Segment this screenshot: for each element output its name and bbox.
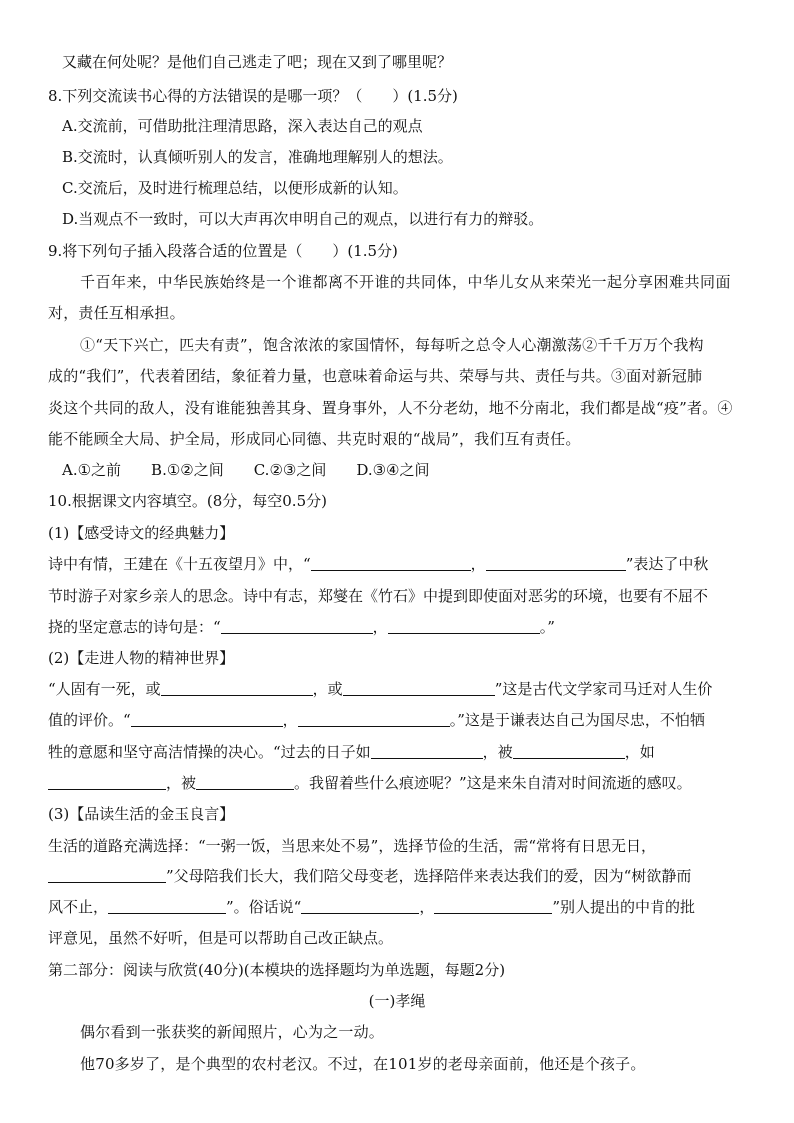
text-segment: ， [372, 618, 388, 636]
answer-blank[interactable] [486, 556, 626, 571]
text-segment: 。”这是于谦表达自己为国尽忠，不怕牺 [449, 711, 705, 729]
fill-line [48, 710, 750, 730]
text-segment: ”别人提出的中肯的批 [552, 898, 696, 916]
text-segment: ，如 [624, 743, 655, 761]
fill-line [48, 866, 750, 886]
text-segment: 。我留着些什么痕迹呢？”这是来朱自清对时间流逝的感叹。 [294, 774, 692, 792]
reading-line: 他70多岁了，是个典型的农村老汉。不过，在101岁的老母亲面前，他还是个孩子。 [80, 1055, 646, 1073]
text-segment: “人固有一死，或 [48, 680, 161, 698]
text-segment: ，被 [166, 774, 197, 792]
text-segment: 挠的坚定意志的诗句是：“ [48, 618, 221, 636]
text-segment: ”表达了中秋 [625, 555, 709, 573]
answer-blank[interactable] [108, 899, 226, 914]
fill-line [48, 773, 750, 793]
answer-blank[interactable] [48, 775, 166, 790]
reading-line: 偶尔看到一张获奖的新闻照片，心为之一动。 [80, 1023, 385, 1041]
text-line: 节时游子对家乡亲人的思念。诗中有志，郑燮在《竹石》中提到即使面对恶劣的环境，也要有不屈不 [48, 587, 709, 605]
text-line: 评意见，虽然不好听，但是可以帮助自己改正缺点。 [48, 929, 394, 947]
text-line: 生活的道路充满选择：“一粥一饭，当思来处不易”，选择节俭的生活，需“常将有日思无日， [48, 837, 657, 855]
answer-blank[interactable] [196, 775, 294, 790]
section-2-heading: (2)【走进人物的精神世界】 [48, 649, 235, 667]
answer-blank[interactable] [434, 899, 552, 914]
reading-title: (一)孝绳 [368, 992, 426, 1010]
passage-line: 对，责任互相承担。 [48, 304, 185, 322]
text-segment: 值的评价。“ [48, 711, 131, 729]
text-segment: ， [470, 555, 486, 573]
answer-blank[interactable] [221, 619, 373, 634]
text-segment: 诗中有情，王建在《十五夜望月》中，“ [48, 555, 311, 573]
answer-blank[interactable] [301, 899, 419, 914]
answer-blank[interactable] [343, 681, 495, 696]
option-d: D.当观点不一致时，可以大声再次申明自己的观点，以进行有力的辩驳。 [62, 210, 544, 228]
fill-line [48, 897, 750, 917]
text-segment: 牲的意愿和坚守高洁情操的决心。“过去的日子如 [48, 743, 371, 761]
passage-line: 千百年来，中华民族始终是一个谁都离不开谁的共同体，中华儿女从来荣光一起分享困难共同面 [80, 273, 732, 291]
fill-line [48, 742, 750, 762]
text-line: 又藏在何处呢？是他们自己逃走了吧；现在又到了哪里呢？ [62, 53, 453, 71]
option-b: B.交流时，认真倾听别人的发言，准确地理解别人的想法。 [62, 148, 453, 166]
passage-line: ①“天下兴亡，匹夫有责”，饱含浓浓的家国情怀，每每听之总令人心潮激荡②千千万万个我构 [80, 336, 704, 354]
question-9: 9.将下列句子插入段落合适的位置是（ ）(1.5分) [48, 242, 398, 260]
answer-blank[interactable] [513, 744, 625, 759]
text-segment: ”这是古代文学家司马迁对人生价 [494, 680, 713, 698]
answer-blank[interactable] [311, 556, 471, 571]
text-segment: ， [419, 898, 435, 916]
answer-blank[interactable] [131, 712, 283, 727]
section-1-heading: (1)【感受诗文的经典魅力】 [48, 524, 235, 542]
answer-blank[interactable] [161, 681, 313, 696]
question-8: 8.下列交流读书心得的方法错误的是哪一项？（ ）(1.5分) [48, 87, 458, 105]
option-a: A.交流前，可借助批注理清思路，深入表达自己的观点 [62, 117, 423, 135]
section-3-heading: (3)【品读生活的金玉良言】 [48, 805, 235, 823]
question-9-options: A.①之前 B.①②之间 C.②③之间 D.③④之间 [62, 461, 430, 479]
answer-blank[interactable] [48, 868, 166, 883]
text-segment: ”父母陪我们长大，我们陪父母变老，选择陪伴来表达我们的爱，因为“树欲静而 [166, 867, 692, 885]
part-2-heading: 第二部分：阅读与欣赏(40分)(本模块的选择题均为单选题，每题2分) [48, 961, 506, 979]
option-c: C.交流后，及时进行梳理总结，以便形成新的认知。 [62, 179, 408, 197]
answer-blank[interactable] [388, 619, 540, 634]
text-segment: 风不止， [48, 898, 109, 916]
fill-line [48, 554, 750, 574]
question-10: 10.根据课文内容填空。(8分，每空0.5分) [48, 492, 327, 510]
fill-line [48, 679, 750, 699]
text-segment: ，或 [312, 680, 343, 698]
fill-line [48, 617, 750, 637]
passage-line: 炎这个共同的敌人，没有谁能独善其身、置身事外，人不分老幼，地不分南北，我们都是战“疫”者。④ [48, 399, 733, 417]
text-segment: ， [282, 711, 298, 729]
answer-blank[interactable] [371, 744, 483, 759]
passage-line: 成的“我们”，代表着团结，象征着力量，也意味着命运与共、荣辱与共、责任与共。③面对新冠肺 [48, 367, 703, 385]
text-segment: ”。俗话说“ [226, 898, 302, 916]
answer-blank[interactable] [298, 712, 450, 727]
text-segment: ，被 [482, 743, 513, 761]
passage-line: 能不能顾全大局、护全局，形成同心同德、共克时艰的“战局”，我们互有责任。 [48, 430, 581, 448]
text-segment: 。” [539, 618, 555, 636]
